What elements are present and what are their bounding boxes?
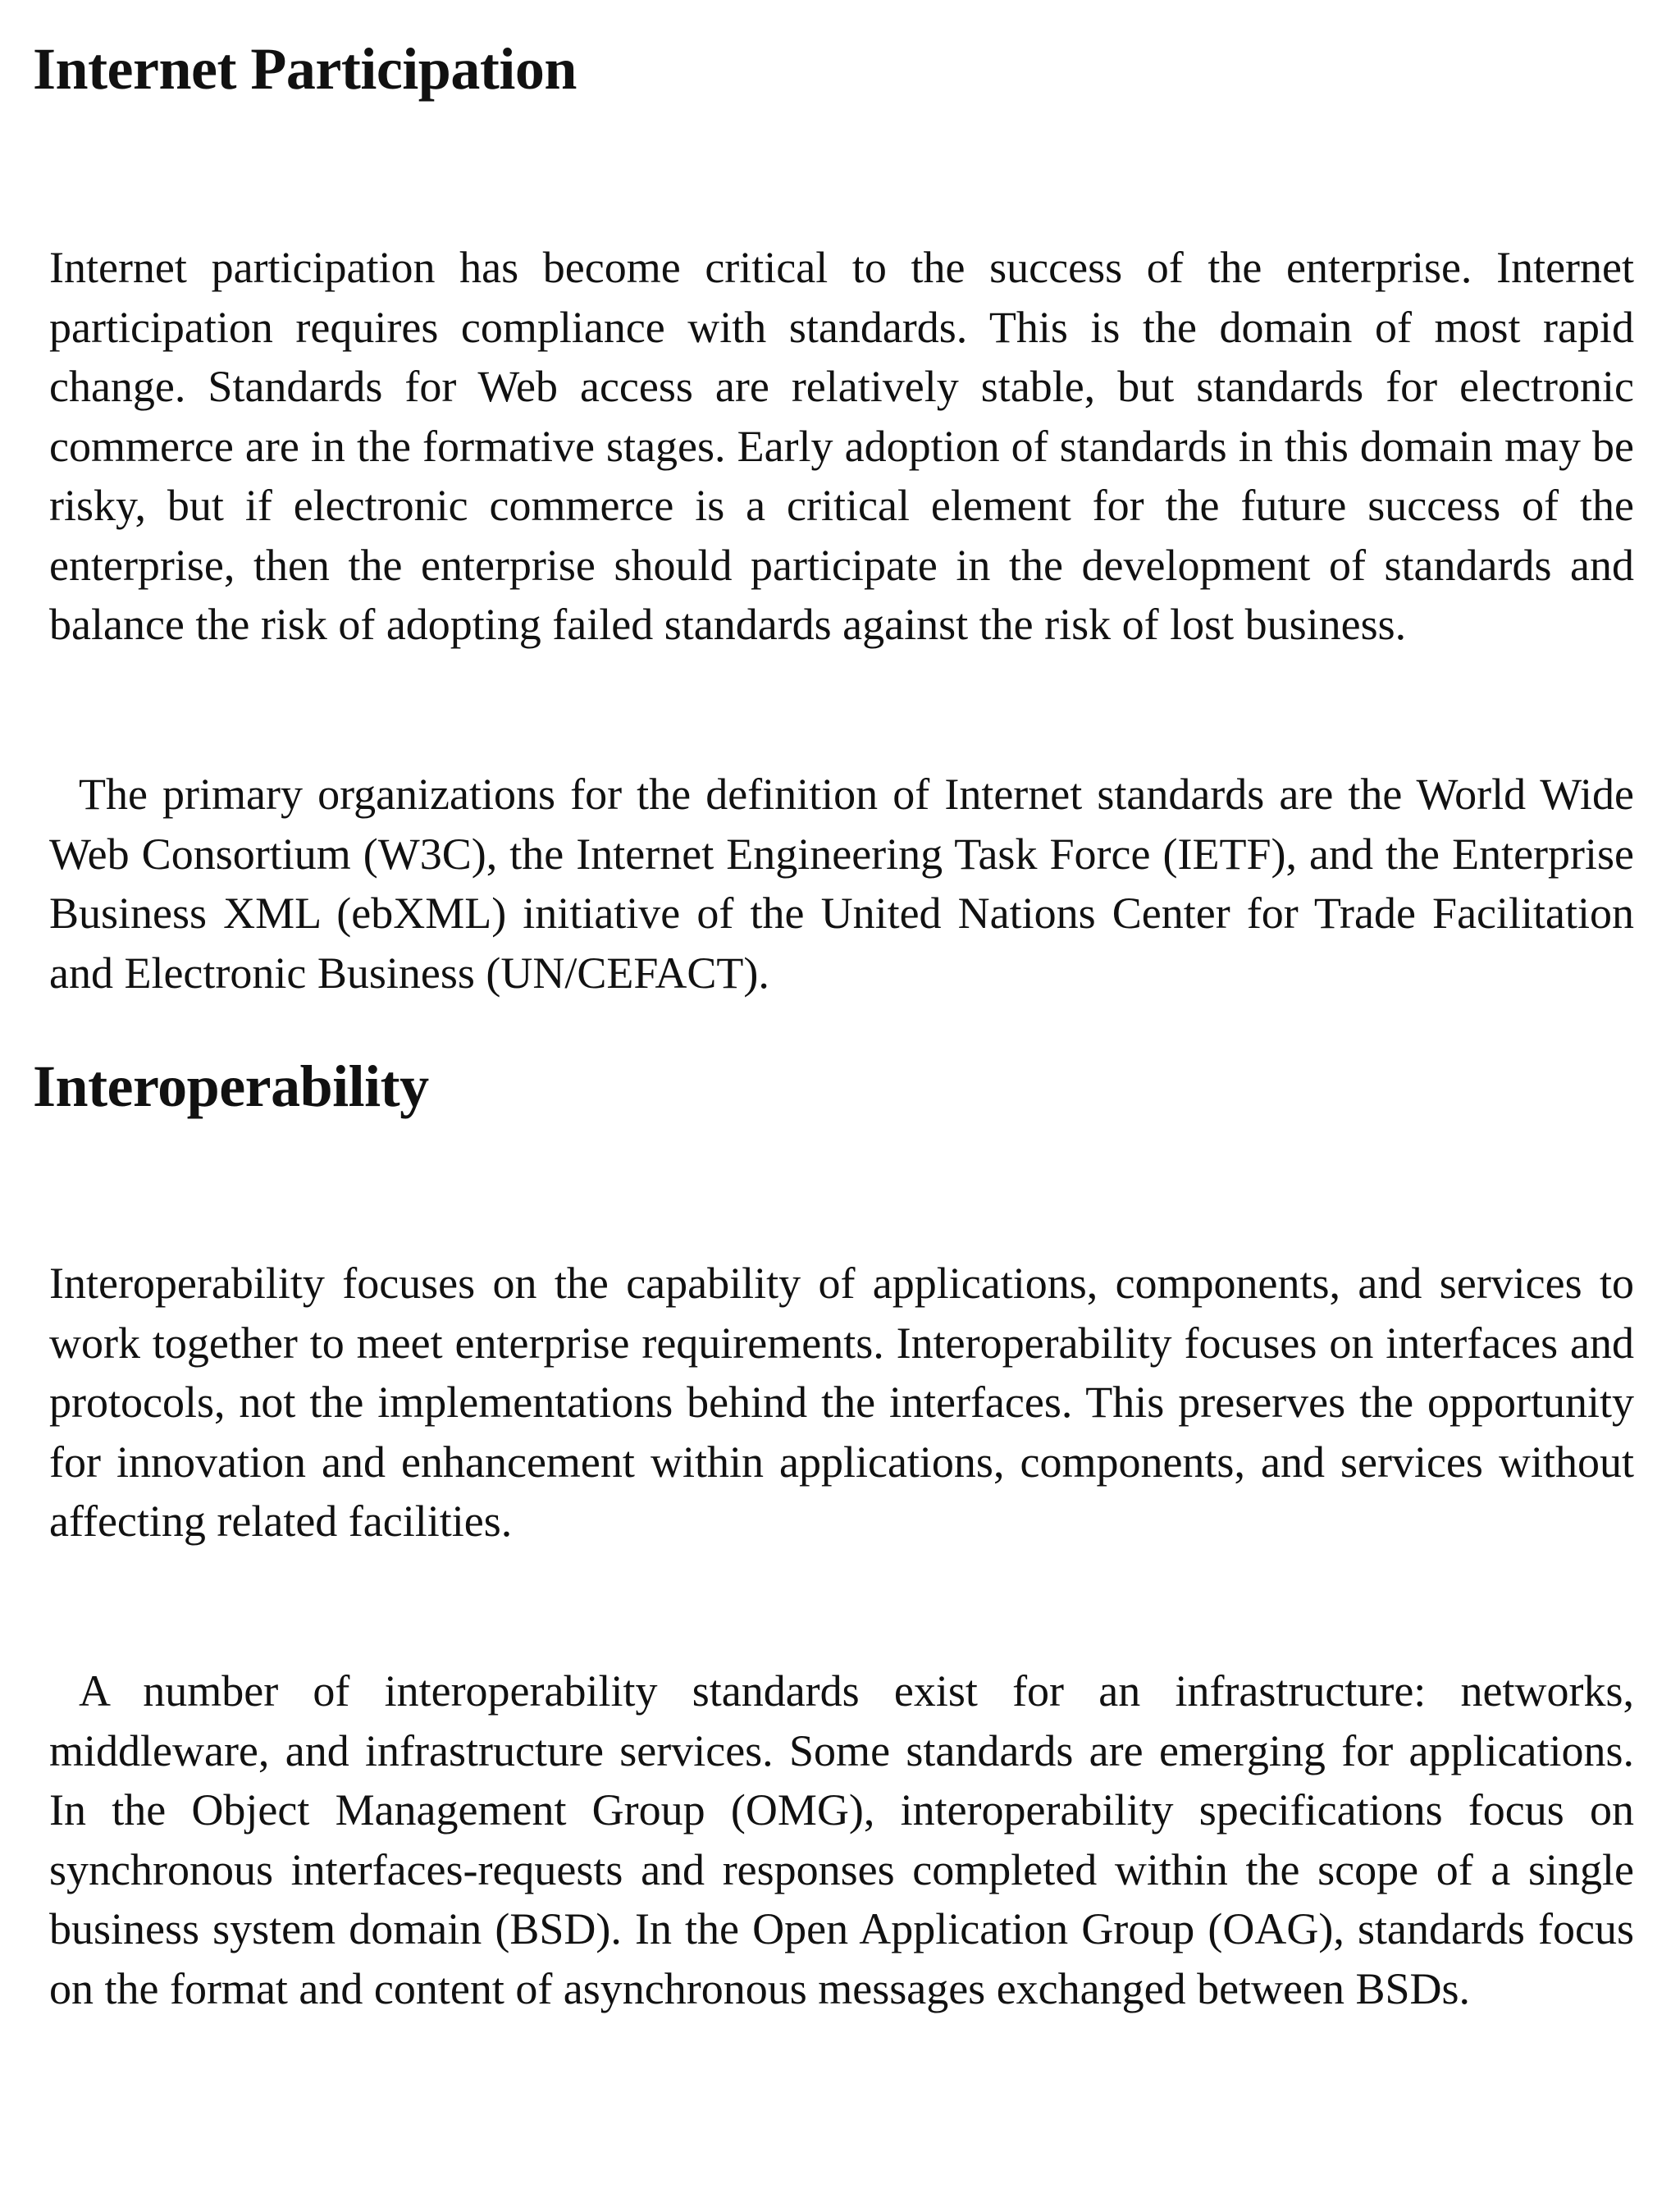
paragraph-interoperability-2: A number of interoperability standards exist for an infrastructure: networks, middleware, and infrastructure services. Some standards are emerging for applications. In the Object Management Group (OMG), interoperability specifications focus on synchronous interfaces-requests and responses completed within the scope of a single business system domain (BSD). In the Open Application Group (OAG), standards focus on the format and content of asynchronous messages exchanged between BSDs. — [49, 1666, 1634, 2013]
section-heading-interoperability: Interoperability — [33, 1053, 429, 1119]
section-heading-internet-participation: Internet Participation — [33, 36, 577, 102]
paragraph-internet-participation-1: Internet participation has become critical to the success of the enterprise. Internet participation requires compliance with standards. This is the domain of most rapid change. Standards for Web access are relatively stable, but standards for electronic commerce are in the formative stages. Early adoption of standards in this domain may be risky, but if electronic commerce is a critical element for the future success of the enterprise, then the enterprise should participate in the development of standards and balance the risk of adopting failed standards against the risk of lost business. — [49, 243, 1634, 649]
paragraph-interoperability-1: Interoperability focuses on the capability of applications, components, and services to work together to meet enterprise requirements. Interoperability focuses on interfaces and protocols, not the implementations behind the interfaces. This preserves the opportunity for innovation and enhancement within applications, components, and services without affecting related facilities. — [49, 1259, 1634, 1546]
paragraph-internet-participation-2: The primary organizations for the definition of Internet standards are the World Wide Web Consortium (W3C), the Internet Engineering Task Force (IETF), and the Enterprise Business XML (ebXML) initiative of the United Nations Center for Trade Facilitation and Electronic Business (UN/CEFACT). — [49, 770, 1634, 998]
